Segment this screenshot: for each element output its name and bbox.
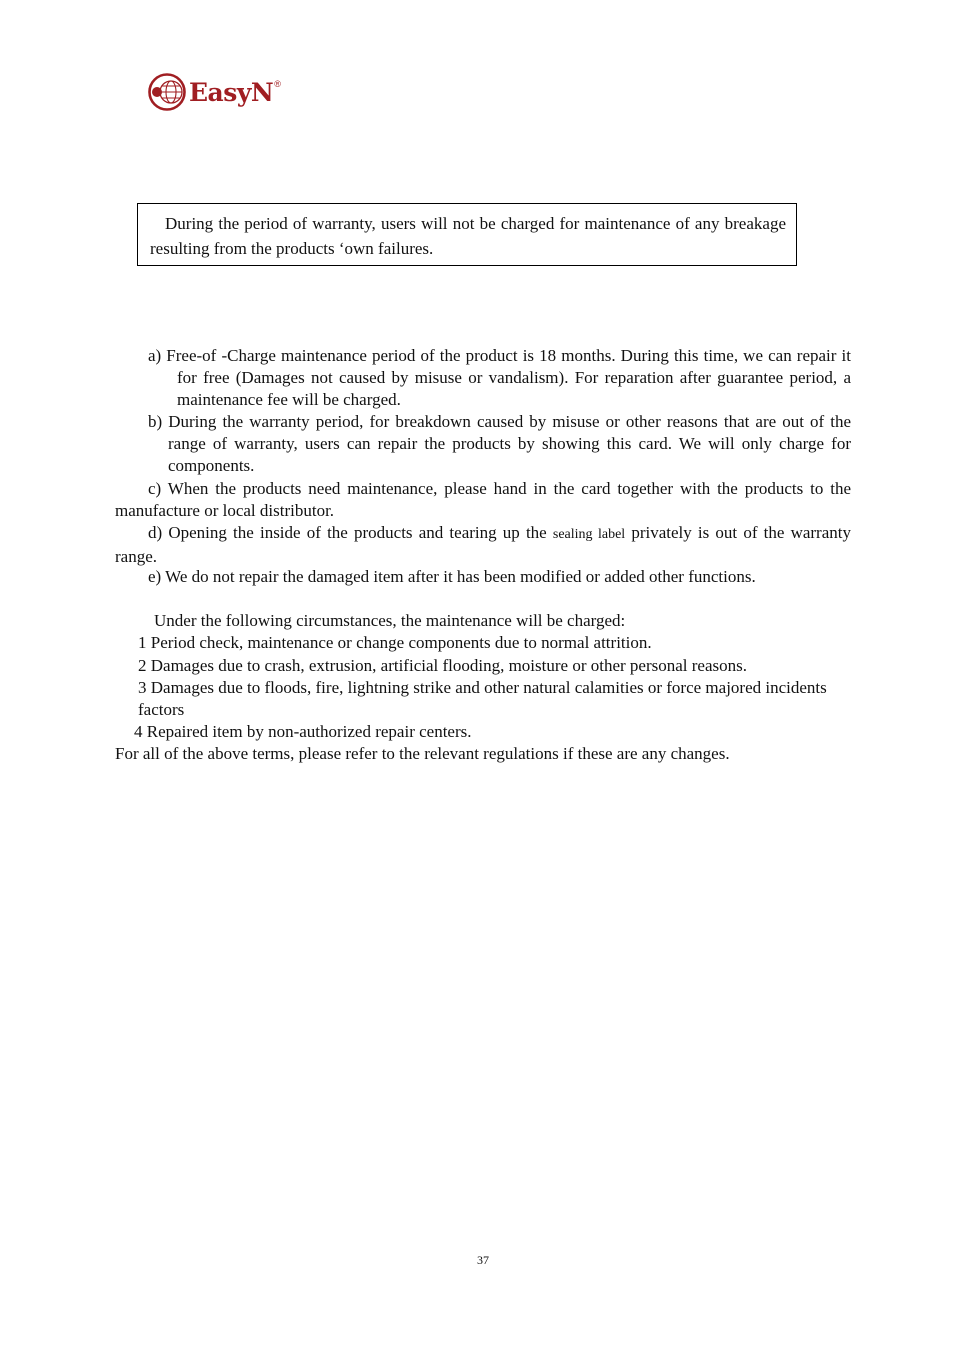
term-c: c) When the products need maintenance, please hand in the card together with the products to the manufacture or local distributor. <box>115 479 851 520</box>
charged-footer: For all of the above terms, please refer to the relevant regulations if these are any changes. <box>115 744 730 763</box>
warranty-notice-text: During the period of warranty, users will not be charged for maintenance of any breakage resulting from the products ‘own failures. <box>150 214 786 258</box>
term-d-text-before: d) Opening the inside of the products and tearing up the <box>148 523 553 542</box>
term-d-sealing-label: sealing label <box>552 527 626 542</box>
charged-item-3: 3 Damages due to floods, fire, lightning strike and other natural calamities or force majored incidents factors <box>138 678 827 719</box>
charged-intro: Under the following circumstances, the maintenance will be charged: <box>154 611 626 630</box>
charged-item-1: 1 Period check, maintenance or change components due to normal attrition. <box>138 633 652 652</box>
term-e: e) We do not repair the damaged item after it has been modified or added other functions. <box>148 567 756 586</box>
logo-text: EasyN <box>189 77 274 107</box>
charged-item-2: 2 Damages due to crash, extrusion, artificial flooding, moisture or other personal reasons. <box>138 656 747 675</box>
brand-logo <box>146 70 281 114</box>
charged-item-4: 4 Repaired item by non-authorized repair centers. <box>134 722 472 741</box>
page-number: 37 <box>477 1253 489 1267</box>
warranty-notice-box <box>137 203 797 266</box>
term-a: a) Free-of -Charge maintenance period of the product is 18 months. During this time, we can repair it for free (Damages not caused by misuse or vandalism). For reparation after guarantee period, a maintenance fee will be charged. <box>148 346 851 409</box>
globe-logo-icon <box>146 72 186 112</box>
term-d-text-after: privately is out of the warranty range. <box>115 523 851 566</box>
registered-mark: ® <box>274 79 281 89</box>
term-d <box>115 522 851 568</box>
term-b: b) During the warranty period, for breakdown caused by misuse or other reasons that are out of the range of warranty, users can repair the products by showing this card. We will only charge for components. <box>148 412 851 475</box>
